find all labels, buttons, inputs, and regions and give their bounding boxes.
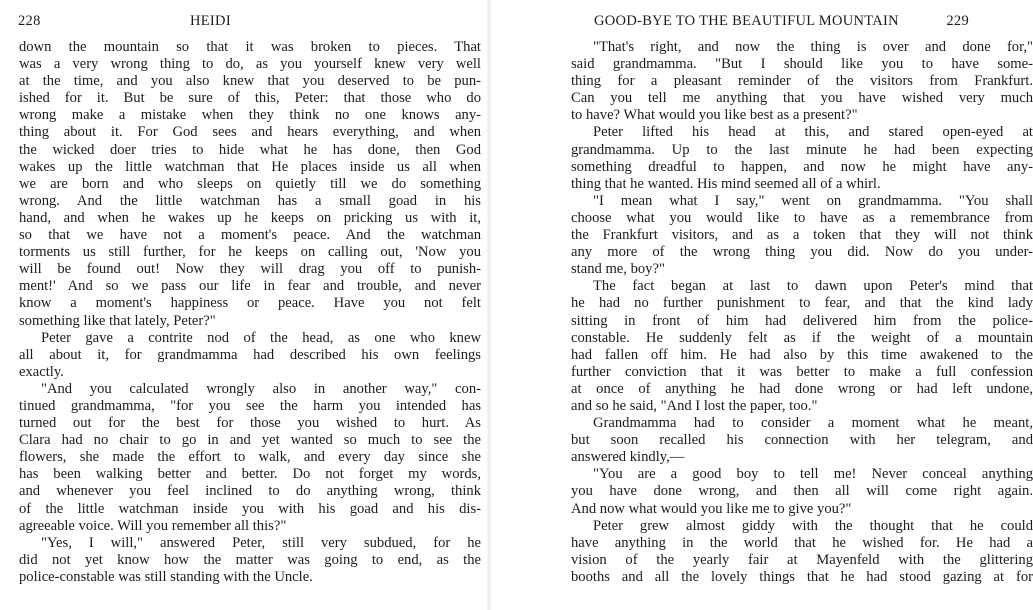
text-line: to have? What would you like best as a present?" [571,107,858,124]
text-line: The fact began at last to dawn upon Peter's mind that [593,278,1033,295]
text-line: had fallen off him. He had also by this time awakened to the [571,346,1033,363]
text-line: at once of anything he had done wrong or had left undone, [571,380,1033,397]
text-line: and whenever you feel inclined to do anything wrong, think [19,483,481,500]
text-line: all about it, for grandmamma had described his own feelings [19,346,481,363]
text-line: any more of the wrong thing you did. Now do you under- [571,244,1033,261]
text-line: Can you tell me anything that you have wished very much [571,90,1033,107]
text-line: said grandmamma. "But I should like you to have some- [571,56,1033,73]
page-header [594,13,969,35]
text-line: "I mean what I say," went on grandmamma. "You shall [593,192,1033,209]
text-line: did not yet know how the matter was going to end, as the [19,551,481,568]
right-page [491,0,1033,610]
text-line: has been walking better and better. Do not forget my words, [19,466,481,483]
text-line: ment!' And so we pass our life in fear and trouble, and never [19,278,481,295]
text-line: know a moment's happiness or peace. Have you not felt [19,295,481,312]
text-line: police-constable was still standing with the Uncle. [19,568,313,585]
text-line: something like that lately, Peter?" [19,312,216,329]
text-line: "Yes, I will," answered Peter, still very subdued, for he [41,534,481,551]
text-line: vision of the yearly fair at Mayenfeld with the glittering [571,551,1033,568]
text-line: exactly. [19,363,64,380]
text-line: hand, and when he wakes up he keeps on pricking us with it, [19,209,481,226]
text-line: turned out for the best for those you wished to hurt. As [19,415,481,432]
page-body [571,39,1033,586]
text-line: torments us still further, for he keeps on calling out, 'Now you [19,244,481,261]
text-line: "And you calculated wrongly also in another way," con- [41,380,481,397]
text-line: grandmamma. Up to the last minute he had been expecting [571,141,1033,158]
running-title: HEIDI [190,13,231,29]
text-line: further conviction that it was better to make a full confession [571,363,1033,380]
text-line: Peter gave a contrite nod of the head, as one who knew [41,329,481,346]
text-line: flowers, she made the effort to walk, and every day since she [19,449,481,466]
text-line: the wicked doer tries to hide what he has done, then God [19,141,481,158]
text-line: so that we have not a moment's peace. And the watchman [19,227,481,244]
page-body [19,39,481,586]
text-line: Clara had no chair to go in and yet wanted so much to see the [19,432,481,449]
text-line: "That's right, and now the thing is over and done for," [593,39,1033,55]
text-line: tinued grandmamma, "for you see the harm you intended has [19,397,481,414]
text-line: of the little watchman inside you with his goad and his dis- [19,500,481,517]
text-line: wakes up the little watchman that He places inside us all when [19,158,481,175]
text-line: thing about it. For God sees and hears everything, and when [19,124,481,141]
text-line: you have done wrong, and then all will come right again. [571,483,1033,500]
text-line: he had no further punishment to fear, and that the kind lady [571,295,1033,312]
text-line: wrong. And the little watchman has a small goad in his [19,192,481,209]
text-line: the Frankfurt visitors, and as a token that they will not think [571,227,1033,244]
text-line: answered kindly,— [571,449,685,466]
text-line: booths and all the lovely things that he had stood gazing at for [571,568,1033,585]
text-line: at the time, and you also knew that you deserved to be pun- [19,73,481,90]
text-line: thing that he wanted. His mind seemed all of a whirl. [571,175,881,192]
page-header [18,13,468,35]
text-line: choose what you would like to have as a remembrance from [571,209,1033,226]
text-line: thing for a pleasant reminder of the visitors from Frankfurt. [571,73,1033,90]
text-line: something dreadful to happen, and now he might have any- [571,158,1033,175]
running-title: GOOD-BYE TO THE BEAUTIFUL MOUNTAIN [594,13,899,29]
page-number: 229 [946,13,969,29]
text-line: sitting in front of him had delivered him from the police- [571,312,1033,329]
text-line: wrong make a mistake when they think no one knows any- [19,107,481,124]
text-line: Peter grew almost giddy with the thought that he could [593,517,1033,534]
text-line: Peter lifted his head at this, and stared open-eyed at [593,124,1033,141]
page-number: 228 [18,13,41,29]
text-line: have anything in the world that he wished for. He had a [571,534,1033,551]
text-line: "You are a good boy to tell me! Never conceal anything [593,466,1033,483]
text-line: was a very wrong thing to do, as you yourself knew very well [19,56,481,73]
text-line: And now what would you like me to give you?" [571,500,852,517]
text-line: we are born and who sleeps on quietly till we do something [19,175,481,192]
text-line: stand me, boy?" [571,261,665,278]
text-line: ished for it. But be sure of this, Peter: that those who do [19,90,481,107]
text-line: but soon recalled his connection with her telegram, and [571,432,1033,449]
left-page [0,0,487,610]
text-line: and so he said, "And I lost the paper, too." [571,397,818,414]
text-line: Grandmamma had to consider a moment what he meant, [593,415,1033,432]
text-line: constable. He suddenly felt as if the weight of a mountain [571,329,1033,346]
text-line: will be found out! Now they will drag you off to punish- [19,261,481,278]
text-line: agreeable voice. Will you remember all this?" [19,517,287,534]
text-line: down the mountain so that it was broken to pieces. That [19,39,481,55]
